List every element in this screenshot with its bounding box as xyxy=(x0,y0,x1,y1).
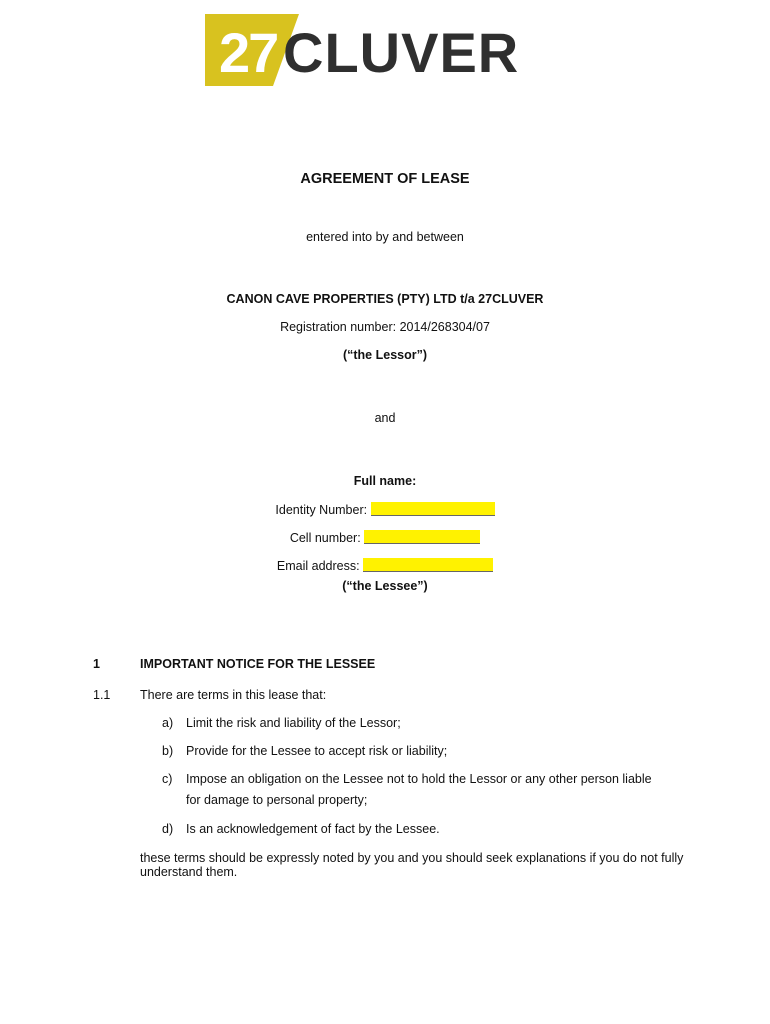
logo-number: 27 xyxy=(219,21,278,84)
lessor-name: CANON CAVE PROPERTIES (PTY) LTD t/a 27CLUVER xyxy=(226,292,544,306)
email-address-label: Email address: xyxy=(276,559,360,573)
lessor-registration: Registration number: 2014/268304/07 xyxy=(280,320,490,334)
list-item-label: d) xyxy=(162,822,174,836)
list-item-text: Impose an obligation on the Lessee not to hold the Lessor or any other person liable xyxy=(186,772,652,786)
closing-paragraph: these terms should be expressly noted by you and you should seek explanations if you do not fully understand them. xyxy=(140,851,684,879)
logo-wordmark: CLUVER xyxy=(283,21,520,84)
list-item-label: c) xyxy=(162,772,173,786)
lessor-role: (“the Lessor”) xyxy=(342,348,428,362)
identity-number-label: Identity Number: xyxy=(275,503,368,517)
identity-number-row xyxy=(0,502,770,517)
section-number: 1 xyxy=(93,657,100,671)
email-address-row xyxy=(0,558,770,573)
list-item-text-continued: for damage to personal property; xyxy=(186,793,368,807)
list-item-text: Provide for the Lessee to accept risk or liability; xyxy=(186,744,448,758)
intro-text: entered into by and between xyxy=(306,230,464,244)
list-item-label: a) xyxy=(162,716,174,730)
lessee-role: (“the Lessee”) xyxy=(342,579,428,593)
lessee-full-name-label: Full name: xyxy=(353,474,417,488)
conjunction-text: and xyxy=(374,411,396,425)
list-item-text: Limit the risk and liability of the Lessor; xyxy=(186,716,401,730)
email-address-field[interactable] xyxy=(363,558,493,572)
clause-text: There are terms in this lease that: xyxy=(140,688,327,702)
section-heading: IMPORTANT NOTICE FOR THE LESSEE xyxy=(140,657,376,671)
identity-number-field[interactable] xyxy=(371,502,495,516)
document-title: AGREEMENT OF LEASE xyxy=(300,171,470,187)
cell-number-field[interactable] xyxy=(364,530,480,544)
cell-number-label: Cell number: xyxy=(289,531,361,545)
company-logo xyxy=(205,14,555,90)
list-item-text: Is an acknowledgement of fact by the Lessee. xyxy=(186,822,440,836)
clause-number: 1.1 xyxy=(93,688,111,702)
list-item-label: b) xyxy=(162,744,174,758)
cell-number-row xyxy=(0,530,770,545)
